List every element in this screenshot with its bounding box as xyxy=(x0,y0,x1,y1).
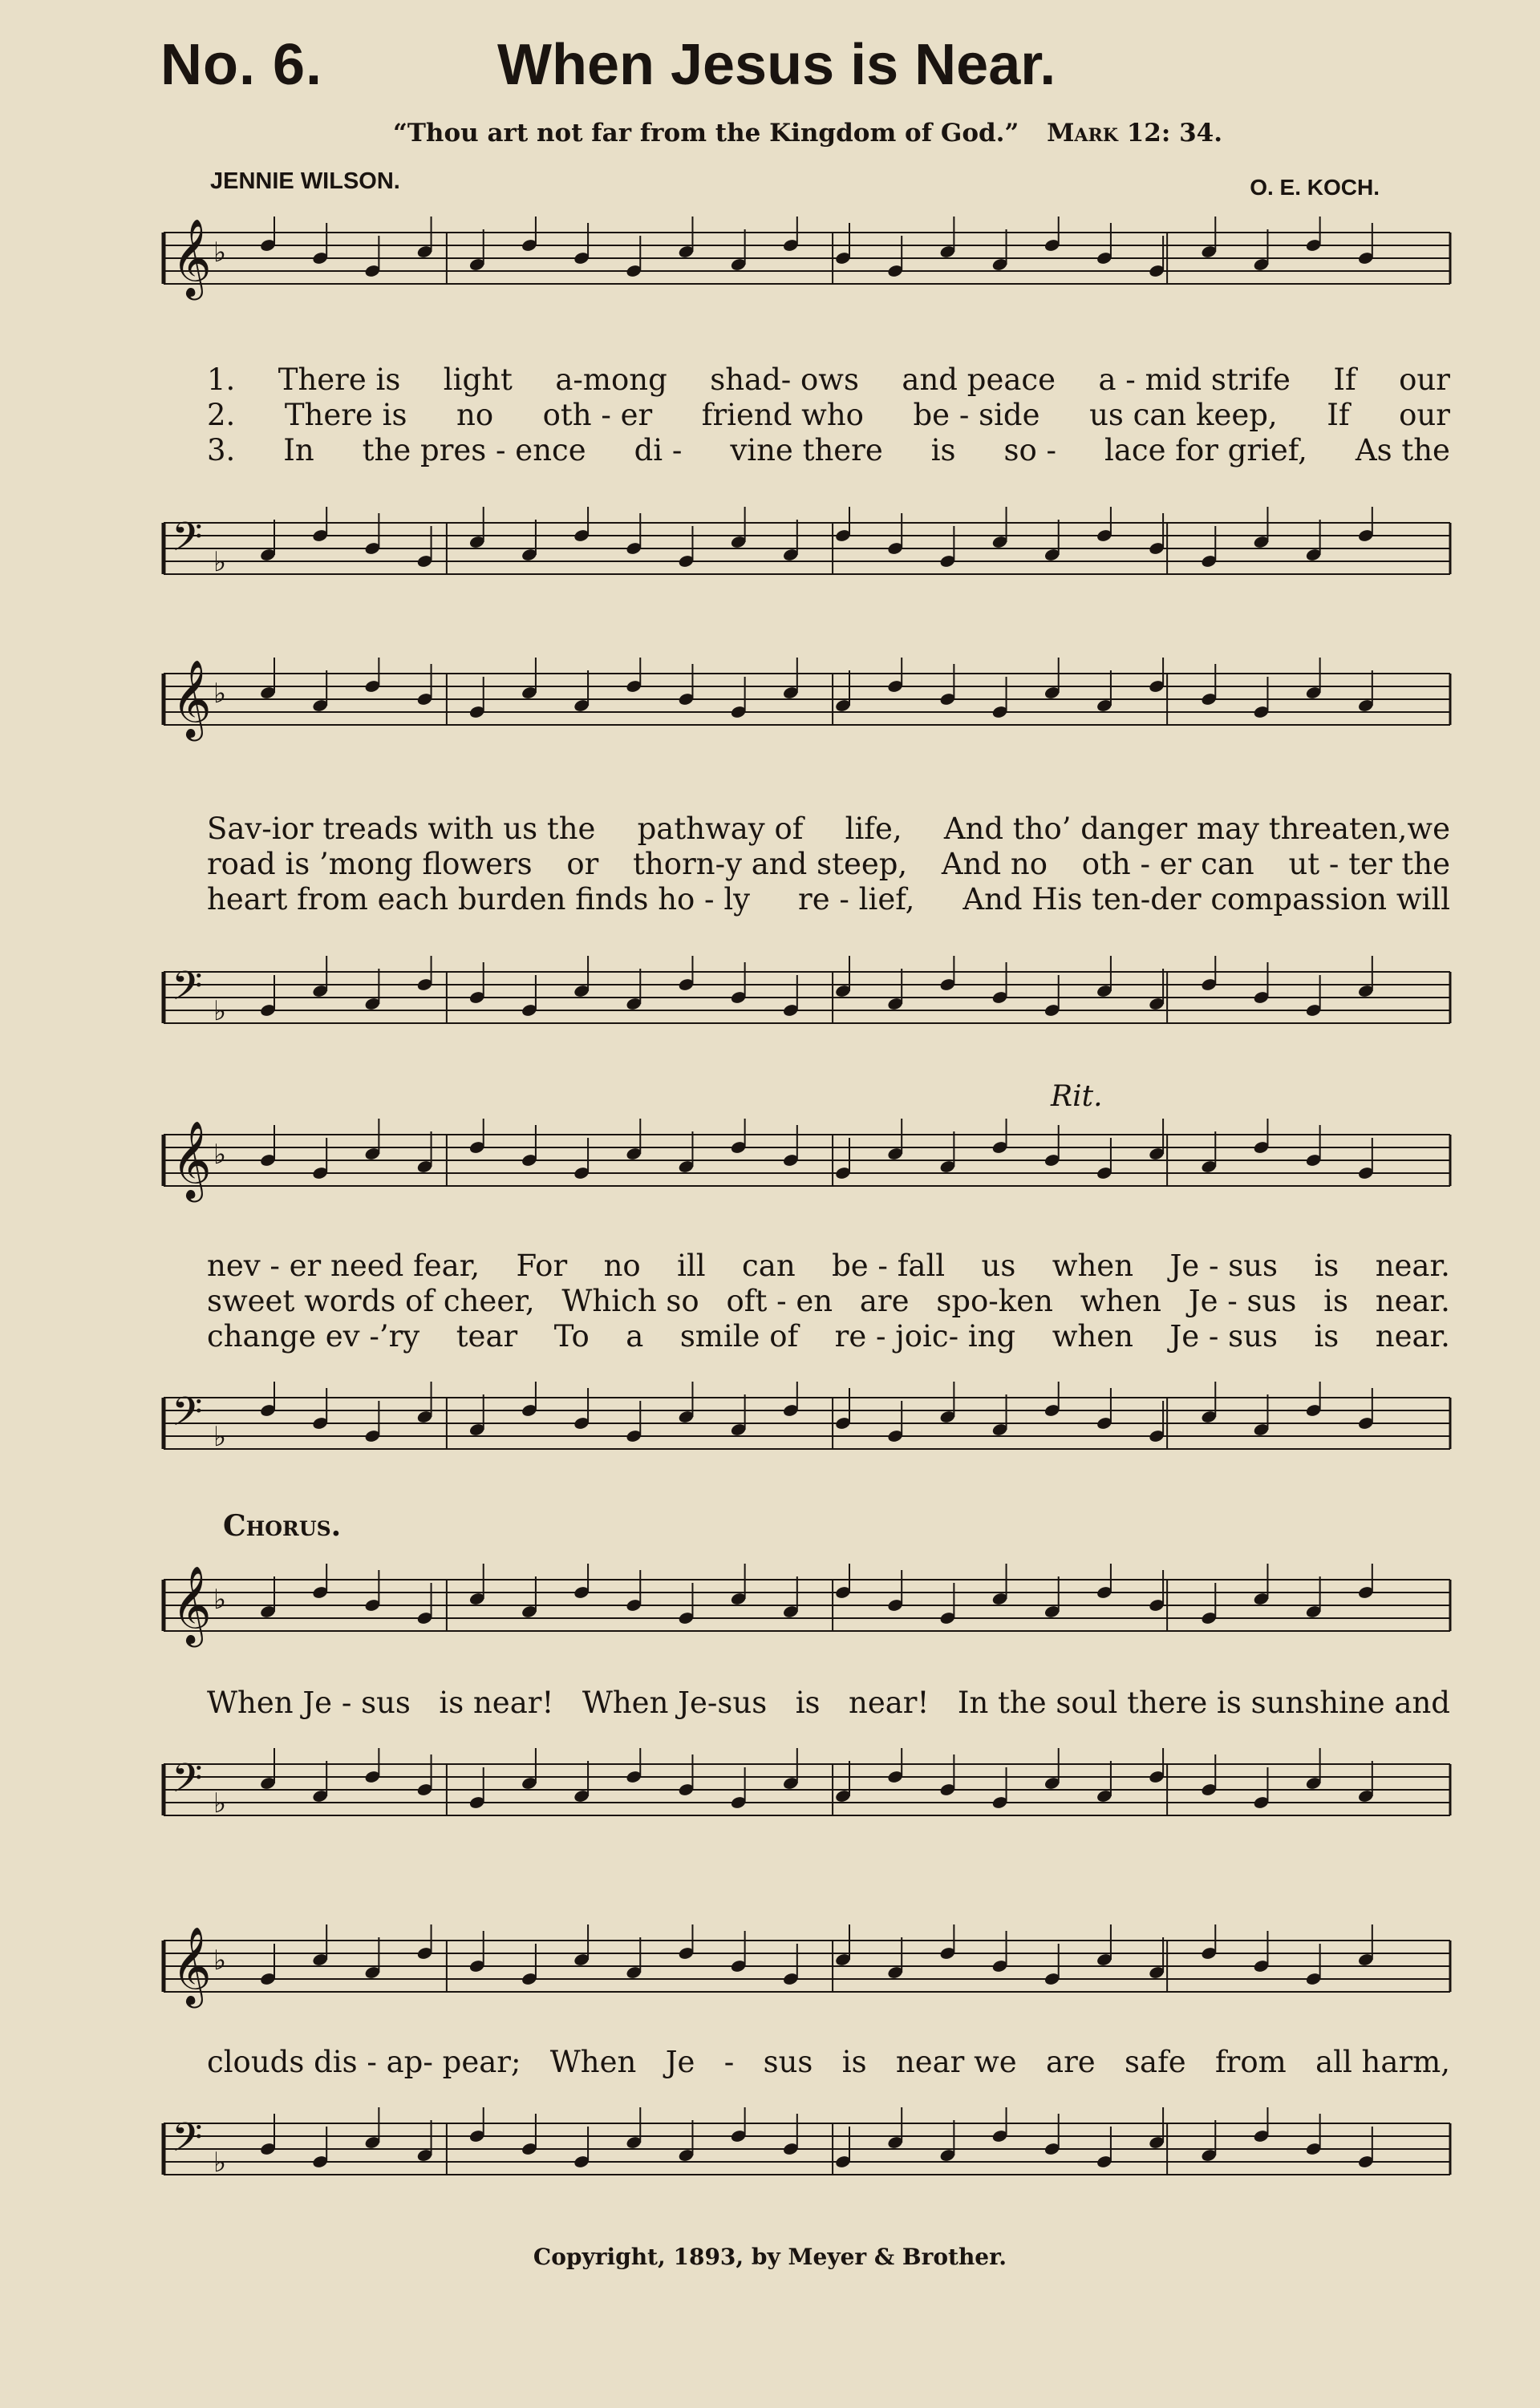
lyric-line-1-3 xyxy=(207,433,1450,467)
lyric-word: light xyxy=(443,362,513,397)
lyric-word: There is xyxy=(278,362,401,397)
lyric-line-1-1 xyxy=(207,362,1450,397)
bass-staff-5 xyxy=(144,2107,1453,2204)
lyric-word: smile of xyxy=(679,1319,799,1354)
treble-staff-3 xyxy=(144,1119,1453,1215)
lyric-word: In xyxy=(283,433,314,467)
lyric-word: no xyxy=(603,1249,641,1283)
lyric-line-2-1 xyxy=(207,811,1450,846)
lyric-word: change ev -’ry xyxy=(207,1319,420,1354)
lyric-word: Je - sus xyxy=(1169,1249,1279,1283)
lyric-word: road is ’mong flowers xyxy=(207,847,533,881)
lyric-word: no xyxy=(456,398,494,432)
lyric-word: us can keep, xyxy=(1089,398,1278,432)
lyric-word: near. xyxy=(1375,1319,1450,1354)
lyric-word: When xyxy=(549,2045,637,2079)
lyric-line-3-2 xyxy=(207,1284,1450,1318)
lyric-word: the pres - ence xyxy=(362,433,586,467)
lyric-word: When Je - sus xyxy=(207,1686,411,1720)
lyric-word: di - xyxy=(634,433,683,467)
flat-icon: ♭ xyxy=(213,1139,227,1171)
lyric-word: is xyxy=(1314,1249,1339,1283)
lyric-word: are xyxy=(1046,2045,1096,2079)
lyric-word: when xyxy=(1052,1249,1134,1283)
lyric-word: lace for grief, xyxy=(1104,433,1307,467)
lyric-word: is xyxy=(1323,1284,1348,1318)
lyric-word: Which so xyxy=(561,1284,699,1318)
lyric-word: is xyxy=(795,1686,821,1720)
lyric-word: Je - sus xyxy=(1188,1284,1297,1318)
lyric-word: our xyxy=(1399,398,1450,432)
bass-clef-icon: 𝄢 xyxy=(172,1389,203,1445)
lyric-word: are xyxy=(859,1284,910,1318)
scripture-reference: Mark 12: 34. xyxy=(1047,119,1222,148)
lyric-word: ill xyxy=(677,1249,706,1283)
lyric-word: clouds dis - ap- pear; xyxy=(207,2045,521,2079)
lyric-word: our xyxy=(1399,362,1450,397)
lyric-word: As the xyxy=(1355,433,1450,467)
lyric-word: oth - er xyxy=(542,398,653,432)
lyric-line-3-1 xyxy=(207,1249,1450,1283)
lyric-word: can xyxy=(742,1249,796,1283)
lyric-word: re - lief, xyxy=(798,882,915,917)
bass-clef-icon: 𝄢 xyxy=(172,2115,203,2171)
lyric-line-1-2 xyxy=(207,398,1450,432)
lyric-word: And tho’ danger may threaten,we xyxy=(943,811,1450,846)
hymn-title: When Jesus is Near. xyxy=(497,33,1056,97)
lyric-word: vine there xyxy=(730,433,883,467)
lyric-word: near we xyxy=(895,2045,1017,2079)
lyric-word: If xyxy=(1327,398,1350,432)
lyric-word: near. xyxy=(1375,1249,1450,1283)
lyric-word: life, xyxy=(845,811,902,846)
lyric-word: and peace xyxy=(902,362,1056,397)
lyric-word: us xyxy=(981,1249,1016,1283)
flat-icon: ♭ xyxy=(213,1421,227,1453)
lyric-word: For xyxy=(516,1249,568,1283)
lyric-word: oft - en xyxy=(726,1284,833,1318)
flat-icon: ♭ xyxy=(213,1787,227,1819)
lyric-word: be - fall xyxy=(832,1249,946,1283)
lyric-word: Je - sus xyxy=(1169,1319,1278,1354)
treble-staff-4 xyxy=(144,1564,1453,1660)
flat-icon: ♭ xyxy=(213,2147,227,2179)
bass-clef-icon: 𝄢 xyxy=(172,1755,203,1811)
lyric-word: is near! xyxy=(439,1686,554,1720)
lyric-word: is xyxy=(841,2045,867,2079)
treble-staff-2 xyxy=(144,658,1453,754)
lyric-word: Je xyxy=(665,2045,695,2079)
hymn-number: No. 6. xyxy=(160,33,323,97)
scripture-quote: “Thou art not far from the Kingdom of God.” xyxy=(393,119,1019,148)
chorus-label: Chorus. xyxy=(223,1509,342,1543)
bass-clef-icon: 𝄢 xyxy=(172,514,203,570)
bass-staff-2 xyxy=(144,956,1453,1052)
lyric-word: If xyxy=(1333,362,1356,397)
lyric-word: safe xyxy=(1125,2045,1186,2079)
lyric-word: friend who xyxy=(701,398,864,432)
copyright-notice: Copyright, 1893, by Meyer & Brother. xyxy=(533,2244,1007,2270)
flat-icon: ♭ xyxy=(213,1584,227,1616)
lyric-word: when xyxy=(1080,1284,1161,1318)
lyric-word: shad- ows xyxy=(710,362,859,397)
lyric-word: 1. xyxy=(207,362,236,397)
lyric-word: And no xyxy=(941,847,1048,881)
lyric-word: oth - er can xyxy=(1081,847,1254,881)
scripture-epigraph xyxy=(393,119,1222,148)
treble-clef-icon: 𝄞 xyxy=(172,1926,212,2005)
flat-icon: ♭ xyxy=(213,678,227,710)
lyric-word: sus xyxy=(763,2045,813,2079)
lyric-line-3-3 xyxy=(207,1319,1450,1354)
lyricist-credit: JENNIE WILSON. xyxy=(210,168,400,194)
lyric-word: near! xyxy=(849,1686,930,1720)
lyric-word: a xyxy=(626,1319,644,1354)
lyric-word: a - mid strife xyxy=(1098,362,1291,397)
composer-credit: O. E. KOCH. xyxy=(1250,175,1380,200)
lyric-word: near. xyxy=(1375,1284,1450,1318)
ritardando-mark: Rit. xyxy=(1051,1080,1103,1113)
lyric-word: when xyxy=(1052,1319,1133,1354)
treble-staff-1 xyxy=(144,217,1453,313)
lyric-word: heart from each burden finds ho - ly xyxy=(207,882,751,917)
lyric-word: spo-ken xyxy=(936,1284,1053,1318)
lyric-word: pathway of xyxy=(637,811,804,846)
lyric-line-2-2 xyxy=(207,847,1450,881)
lyric-word: To xyxy=(553,1319,590,1354)
lyric-word: ut - ter the xyxy=(1288,847,1450,881)
lyric-line-5-1 xyxy=(207,2045,1450,2079)
flat-icon: ♭ xyxy=(213,546,227,578)
lyric-word: or xyxy=(566,847,599,881)
flat-icon: ♭ xyxy=(213,995,227,1027)
lyric-word: so - xyxy=(1003,433,1057,467)
bass-clef-icon: 𝄢 xyxy=(172,963,203,1019)
lyric-word: In the soul there is sunshine and xyxy=(957,1686,1450,1720)
lyric-line-2-3 xyxy=(207,882,1450,917)
lyric-word: - xyxy=(723,2045,735,2079)
lyric-word: re - joic- ing xyxy=(834,1319,1016,1354)
lyric-word: tear xyxy=(456,1319,518,1354)
lyric-word: is xyxy=(1314,1319,1339,1354)
bass-staff-1 xyxy=(144,507,1453,603)
lyric-word: a-mong xyxy=(555,362,667,397)
treble-staff-5 xyxy=(144,1924,1453,2021)
flat-icon: ♭ xyxy=(213,1945,227,1977)
lyric-word: from xyxy=(1214,2045,1287,2079)
bass-staff-3 xyxy=(144,1382,1453,1478)
treble-clef-icon: 𝄞 xyxy=(172,218,212,297)
lyric-word: all harm, xyxy=(1315,2045,1450,2079)
bass-staff-4 xyxy=(144,1748,1453,1844)
flat-icon: ♭ xyxy=(213,237,227,269)
lyric-word: be - side xyxy=(913,398,1040,432)
lyric-word: thorn-y and steep, xyxy=(633,847,908,881)
lyric-word: sweet words of cheer, xyxy=(207,1284,535,1318)
lyric-word: There is xyxy=(284,398,407,432)
lyric-word: 3. xyxy=(207,433,236,467)
lyric-word: Sav-ior treads with us the xyxy=(207,811,596,846)
treble-clef-icon: 𝄞 xyxy=(172,1565,212,1644)
lyric-word: 2. xyxy=(207,398,236,432)
lyric-word: is xyxy=(930,433,956,467)
treble-clef-icon: 𝄞 xyxy=(172,1120,212,1199)
lyric-word: And His ten-der compassion will xyxy=(962,882,1450,917)
lyric-word: When Je-sus xyxy=(582,1686,768,1720)
lyric-line-4-1 xyxy=(207,1686,1450,1720)
lyric-word: nev - er need fear, xyxy=(207,1249,480,1283)
treble-clef-icon: 𝄞 xyxy=(172,659,212,738)
